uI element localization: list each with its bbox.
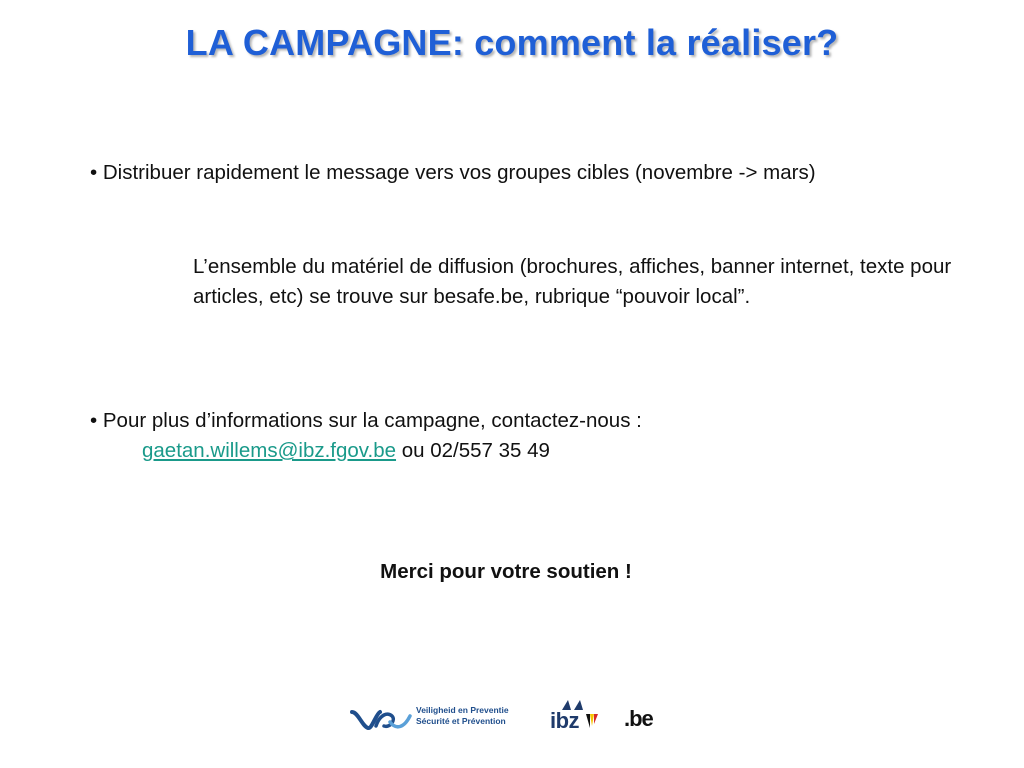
slide-title: LA CAMPAGNE: comment la réaliser?	[185, 22, 839, 63]
bullet-distribute: • Distribuer rapidement le message vers vos groupes cibles (novembre -> mars)	[90, 161, 816, 184]
vps-line-2: Sécurité et Prévention	[416, 716, 506, 726]
vps-line-1: Veiligheid en Preventie	[416, 705, 509, 715]
vps-logo	[350, 702, 530, 736]
ibz-text: ibz	[550, 708, 580, 733]
be-logo	[624, 704, 664, 734]
ibz-logo	[550, 700, 600, 736]
ibz-flag-icon	[586, 714, 598, 728]
thanks-message: Merci pour votre soutien !	[380, 560, 632, 583]
bullet-contact	[90, 406, 910, 466]
email-link[interactable]: gaetan.willems@ibz.fgov.be	[142, 439, 397, 462]
contact-line	[90, 436, 910, 466]
contact-intro: • Pour plus d’informations sur la campagne, contactez-nous :	[90, 409, 642, 432]
vps-swoosh-icon	[350, 704, 414, 734]
materials-paragraph: L’ensemble du matériel de diffusion (brochures, affiches, banner internet, texte pour articles, etc) se trouve sur besafe.be, rubrique “pouvoir local”.	[193, 255, 952, 308]
footer-logos	[350, 698, 670, 738]
phone-text: ou 02/557 35 49	[396, 439, 550, 462]
be-text: .be	[624, 706, 653, 731]
vps-text	[416, 705, 509, 727]
